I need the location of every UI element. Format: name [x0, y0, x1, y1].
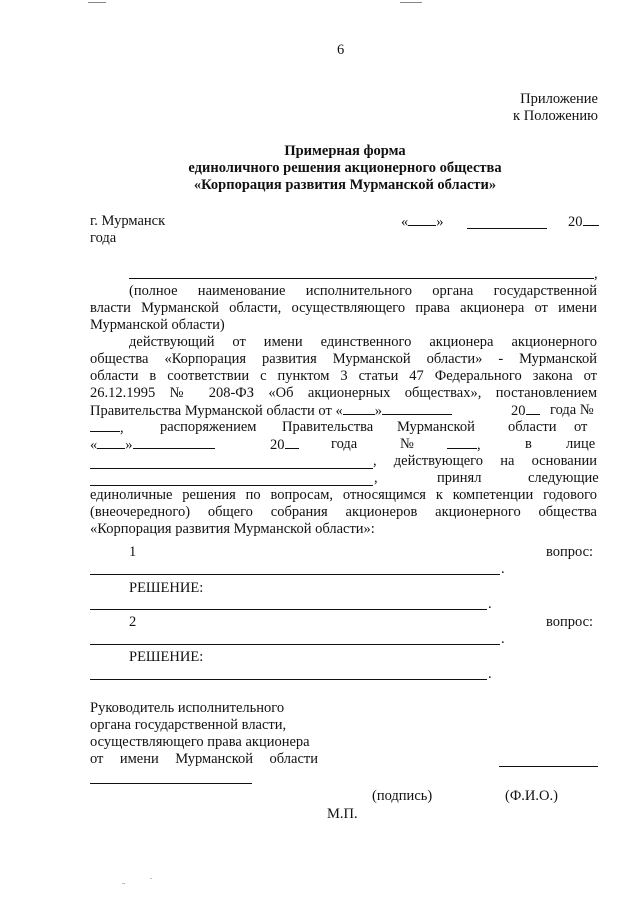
- body-line-13-b: принял: [437, 470, 482, 486]
- decision-2-dot: .: [488, 666, 492, 682]
- body-line-11-year: 20: [270, 436, 299, 454]
- body-line-9-tail: года №: [550, 402, 594, 418]
- scan-speck: [150, 878, 152, 879]
- question-1-blank: [90, 574, 500, 575]
- decision-2-label: РЕШЕНИЕ:: [129, 649, 204, 665]
- decision-2-blank: [90, 679, 487, 680]
- basis-blank: [90, 485, 373, 486]
- body-line-8: 26.12.1995 № 208-ФЗ «Об акционерных обществах», постановлением: [90, 385, 597, 401]
- comma: ,: [594, 266, 598, 282]
- body-line-10-f: от: [574, 419, 588, 435]
- year-word: года: [90, 230, 117, 246]
- body-line-11-g: в: [525, 436, 532, 452]
- body-line-11-number: №: [400, 436, 414, 452]
- decision-1-label: РЕШЕНИЕ:: [129, 580, 204, 596]
- signature-line-3: осуществляющего права акционера: [90, 734, 310, 750]
- question-2-number: 2: [129, 614, 137, 630]
- question-1-dot: .: [501, 561, 505, 577]
- body-line-5: действующий от имени единственного акционера акционерного: [129, 334, 597, 350]
- signature-line-2: органа государственной власти,: [90, 717, 287, 733]
- body-line-10-c: Правительства: [282, 419, 374, 435]
- body-line-2: (полное наименование исполнительного органа государственной: [129, 283, 597, 299]
- body-line-9: Правительства Мурманской области от « »: [90, 402, 452, 420]
- name-label: (Ф.И.О.): [505, 788, 558, 804]
- signature-line-1: Руководитель исполнительного: [90, 700, 285, 716]
- signature-line-4: от имени Мурманской области: [90, 751, 318, 767]
- body-line-10-b: распоряжением: [160, 419, 257, 435]
- body-line-11-d: года: [331, 436, 358, 452]
- body-line-16: «Корпорация развития Мурманской области»:: [90, 521, 375, 537]
- name-blank: [499, 766, 598, 767]
- date-month-blank: [467, 228, 547, 229]
- scan-mark: [88, 2, 106, 3]
- body-line-10-d: Мурманской: [397, 419, 475, 435]
- title-line-3: «Корпорация развития Мурманской области»: [193, 177, 497, 193]
- page-number: 6: [337, 42, 345, 58]
- body-line-10-e: области: [508, 419, 557, 435]
- date-day: « »: [401, 214, 444, 230]
- sign-label: (подпись): [372, 788, 433, 804]
- body-line-11-number-blank: ,: [447, 436, 481, 454]
- question-2-word: вопрос:: [546, 614, 594, 630]
- authority-name-blank: [129, 278, 594, 279]
- question-2-blank: [90, 644, 500, 645]
- body-line-15: (внеочередного) общего собрания акционеров акционерного общества: [90, 504, 597, 520]
- title-line-2: единоличного решения акционерного общества: [188, 160, 502, 176]
- body-line-14: единоличные решения по вопросам, относящимся к компетенции годового: [90, 487, 597, 503]
- decision-1-blank: [90, 609, 487, 610]
- scan-speck: [122, 883, 125, 884]
- signature-blank: [90, 783, 252, 784]
- body-line-11-date: « »: [90, 436, 215, 454]
- body-line-13-c: следующие: [528, 470, 599, 486]
- attachment-line-1: Приложение: [520, 91, 598, 107]
- body-line-13-comma: ,: [374, 470, 378, 486]
- body-line-12: , действующего на основании: [373, 453, 597, 469]
- scan-mark: [400, 2, 422, 3]
- question-1-word: вопрос:: [546, 544, 594, 560]
- body-line-11-h: лице: [566, 436, 596, 452]
- body-line-9-year: 20: [511, 402, 540, 420]
- stamp-place: М.П.: [327, 806, 358, 822]
- attachment-line-2: к Положению: [513, 108, 598, 124]
- title-line-1: Примерная форма: [284, 143, 406, 159]
- city: г. Мурманск: [90, 213, 166, 229]
- body-line-4: Мурманской области): [90, 317, 225, 333]
- representative-blank: [90, 468, 373, 469]
- body-line-10-start: ,: [90, 419, 124, 437]
- decision-1-dot: .: [488, 596, 492, 612]
- date-year: 20: [568, 213, 599, 231]
- body-line-7: области в соответствии с пунктом 3 статьи 47 Федерального закона от: [90, 368, 597, 384]
- question-1-number: 1: [129, 544, 137, 560]
- body-line-6: общества «Корпорация развития Мурманской области» - Мурманской: [90, 351, 597, 367]
- question-2-dot: .: [501, 631, 505, 647]
- body-line-3: власти Мурманской области, осуществляющего права акционера от имени: [90, 300, 597, 316]
